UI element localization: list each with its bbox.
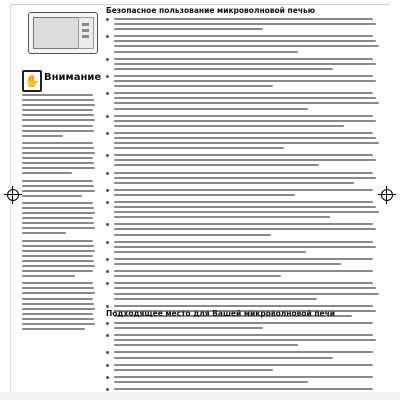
text-line: [22, 109, 93, 111]
text-line: [22, 318, 94, 320]
bullet-icon: [106, 201, 109, 204]
text-line: [114, 228, 376, 230]
bullet-item: [106, 364, 384, 374]
text-line: [114, 154, 373, 156]
text-line: [22, 308, 95, 310]
text-line: [22, 328, 85, 330]
text-line: [22, 195, 82, 197]
text-line: [22, 240, 93, 242]
bullet-icon: [106, 270, 109, 273]
text-line: [22, 162, 94, 164]
bullet-item: [106, 334, 384, 349]
page-top-rule: [10, 4, 390, 5]
text-line: [22, 250, 95, 252]
bullet-item: [106, 270, 384, 280]
text-line: [114, 159, 376, 161]
text-line: [114, 108, 308, 110]
text-line: [22, 202, 93, 204]
text-line: [22, 245, 94, 247]
text-line: [22, 157, 93, 159]
bullet-icon: [106, 351, 109, 354]
text-line: [22, 104, 95, 106]
paragraph: [22, 142, 96, 178]
text-line: [114, 246, 376, 248]
text-line: [114, 40, 376, 42]
text-line: [22, 167, 95, 169]
text-line: [22, 142, 93, 144]
bullet-item: [106, 172, 384, 187]
text-line: [22, 125, 93, 127]
bullet-icon: [106, 376, 109, 379]
text-line: [114, 164, 319, 166]
text-line: [22, 227, 95, 229]
text-line: [114, 189, 373, 191]
bullet-item: [106, 351, 384, 361]
text-line: [22, 287, 94, 289]
text-line: [114, 388, 373, 390]
text-line: [114, 63, 376, 65]
text-line: [114, 201, 373, 203]
bullet-item: [106, 132, 384, 152]
text-line: [114, 327, 263, 329]
registration-mark-icon: [4, 186, 22, 204]
paragraph: [22, 94, 96, 140]
text-line: [22, 303, 94, 305]
placement-body: [106, 322, 384, 388]
text-line: [114, 357, 333, 359]
text-line: [114, 115, 373, 117]
text-line: [114, 45, 379, 47]
text-line: [114, 334, 373, 336]
text-line: [114, 216, 330, 218]
page-bottom-strip: [0, 392, 400, 400]
bullet-item: [106, 115, 384, 130]
text-line: [114, 270, 373, 272]
paragraph: [22, 282, 96, 333]
text-line: [114, 80, 376, 82]
text-line: [114, 92, 373, 94]
text-line: [22, 323, 95, 325]
text-line: [22, 207, 94, 209]
bullet-icon: [106, 189, 109, 192]
text-line: [114, 35, 373, 37]
caution-header: [22, 70, 100, 90]
text-line: [114, 125, 344, 127]
caution-hand-icon: ✋: [22, 70, 42, 92]
text-line: [22, 232, 66, 234]
oven-door: [33, 17, 79, 49]
bullet-icon: [106, 154, 109, 157]
text-line: [114, 376, 373, 378]
bullet-icon: [106, 18, 109, 21]
text-line: [114, 85, 273, 87]
bullet-icon: [106, 258, 109, 261]
text-line: [22, 270, 93, 272]
text-line: [114, 28, 263, 30]
text-line: [22, 147, 94, 149]
bullet-item: [106, 241, 384, 256]
text-line: [114, 97, 376, 99]
text-line: [22, 135, 63, 137]
text-line: [114, 211, 379, 213]
text-line: [22, 292, 95, 294]
bullet-icon: [106, 334, 109, 337]
text-line: [114, 206, 376, 208]
text-line: [22, 180, 93, 182]
text-line: [114, 68, 333, 70]
text-line: [114, 223, 373, 225]
bullet-item: [106, 322, 384, 332]
text-line: [22, 172, 72, 174]
paragraph: [22, 180, 96, 200]
text-line: [114, 364, 373, 366]
bullet-icon: [106, 35, 109, 38]
text-line: [22, 313, 93, 315]
text-line: [22, 255, 93, 257]
bullet-item: [106, 35, 384, 55]
text-line: [22, 260, 94, 262]
text-line: [114, 58, 373, 60]
text-line: [22, 130, 94, 132]
text-line: [114, 339, 376, 341]
bullet-icon: [106, 305, 109, 308]
text-line: [114, 177, 376, 179]
text-line: [114, 120, 376, 122]
bullet-item: [106, 58, 384, 73]
bullet-item: [106, 282, 384, 302]
text-line: [114, 293, 379, 295]
bullet-icon: [106, 92, 109, 95]
text-line: [22, 222, 94, 224]
bullet-icon: [106, 388, 109, 391]
bullet-icon: [106, 364, 109, 367]
text-line: [114, 137, 376, 139]
section-title-safe-use: Безопасное пользование микроволновой печью: [106, 6, 315, 15]
bullet-icon: [106, 132, 109, 135]
bullet-item: [106, 201, 384, 221]
caution-title: Внимание: [44, 72, 102, 83]
text-line: [114, 147, 284, 149]
caution-body: [22, 94, 96, 390]
text-line: [22, 114, 94, 116]
text-line: [114, 142, 379, 144]
microwave-oven-icon: [28, 12, 98, 54]
bullet-item: [106, 223, 384, 238]
text-line: [114, 75, 373, 77]
section-title-placement: Подходящее место для Вашей микроволновой печи: [106, 309, 336, 318]
bullet-icon: [106, 172, 109, 175]
oven-control-panel: [78, 17, 94, 49]
bullet-icon: [106, 223, 109, 226]
text-line: [22, 152, 95, 154]
text-line: [114, 305, 373, 307]
paragraph: [22, 202, 96, 238]
bullet-item: [106, 258, 384, 268]
text-line: [114, 287, 376, 289]
bullet-icon: [106, 75, 109, 78]
text-line: [114, 102, 379, 104]
text-line: [114, 23, 376, 25]
paragraph: [22, 240, 96, 281]
text-line: [114, 298, 317, 300]
text-line: [22, 282, 93, 284]
bullet-icon: [106, 282, 109, 285]
text-line: [114, 132, 373, 134]
text-line: [22, 217, 93, 219]
bullet-icon: [106, 115, 109, 118]
text-line: [114, 51, 298, 53]
text-line: [22, 185, 94, 187]
bullet-icon: [106, 241, 109, 244]
text-line: [114, 251, 306, 253]
text-line: [114, 263, 341, 265]
text-line: [114, 241, 373, 243]
text-line: [114, 381, 308, 383]
text-line: [22, 99, 94, 101]
bullet-item: [106, 154, 384, 169]
bullet-icon: [106, 58, 109, 61]
text-line: [114, 172, 373, 174]
bullet-icon: [106, 322, 109, 325]
text-line: [114, 282, 373, 284]
text-line: [114, 194, 295, 196]
text-line: [114, 322, 373, 324]
bullet-item: [106, 75, 384, 90]
text-line: [22, 119, 95, 121]
text-line: [22, 94, 93, 96]
text-line: [114, 258, 373, 260]
text-line: [22, 212, 95, 214]
text-line: [114, 182, 354, 184]
bullet-item: [106, 376, 384, 386]
text-line: [114, 18, 373, 20]
bullet-item: [106, 189, 384, 199]
text-line: [114, 344, 298, 346]
text-line: [22, 190, 95, 192]
text-line: [114, 234, 271, 236]
text-line: [22, 275, 75, 277]
bullet-item: [106, 18, 384, 33]
safe-use-body: [106, 18, 384, 302]
text-line: [22, 298, 93, 300]
bullet-item: [106, 92, 384, 112]
text-line: [114, 275, 281, 277]
text-line: [114, 351, 373, 353]
text-line: [22, 265, 95, 267]
text-line: [114, 369, 273, 371]
